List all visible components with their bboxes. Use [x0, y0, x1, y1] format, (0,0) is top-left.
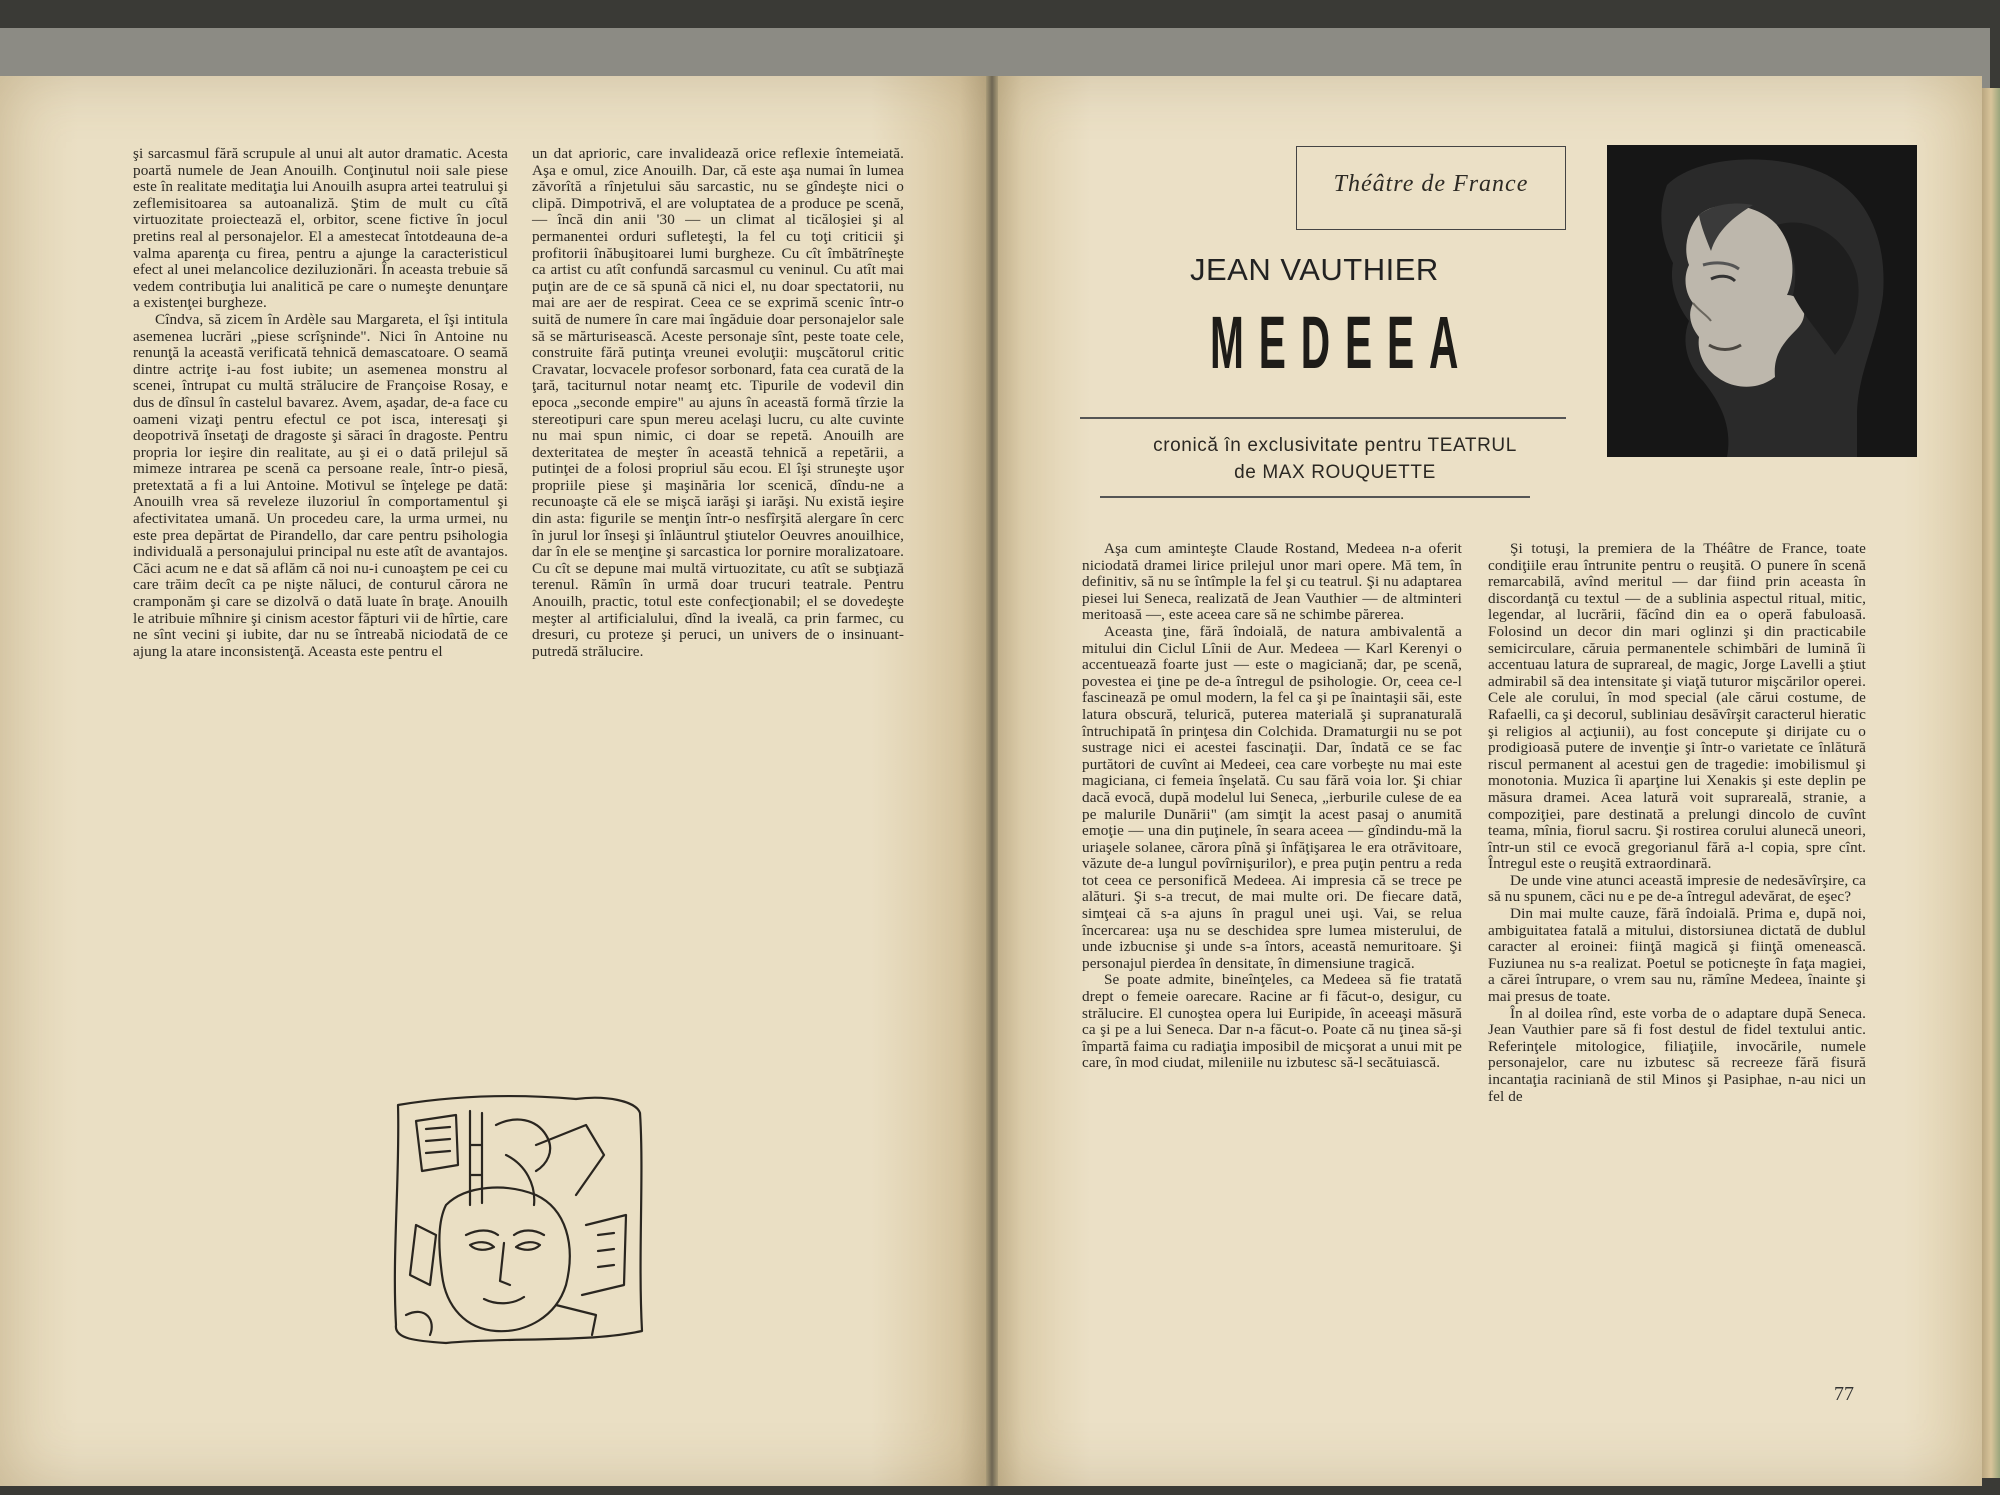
- author-name: JEAN VAUTHIER: [1190, 252, 1439, 287]
- paragraph: De unde vine atunci această impresie de nedesăvîrşire, ca să nu spunem, căci nu e pe de-a întregul adevărat, de eşec?: [1488, 871, 1866, 906]
- credits-line-1: cronică în exclusivitate pentru TEATRUL: [1153, 435, 1517, 456]
- right-column-2: [1488, 541, 1866, 1105]
- article-credits: [1085, 432, 1585, 486]
- paragraph: Aşa cum aminteşte Claude Rostand, Medeea n-a oferit niciodată dramei lirice prilejul unor mari opere. Mă tem, în definitiv, să nu se întîmple la fel şi cu teatrul. Şi nu adaptarea piesei lui Seneca, realizată de Jean Vauthier — de altminteri meritoasă —, este aceea care să ne schimbe părerea.: [1082, 540, 1462, 624]
- masthead-label: Théâtre de France: [1333, 171, 1529, 197]
- rule-bottom: [1100, 496, 1530, 498]
- paragraph: Se poate admite, bineînţeles, ca Medeea să fie tratată drept o femeie oarecare. Racine ar fi făcut-o, desigur, cu strălucire. El cunoştea opera lui Euripide, în aceeaşi măsură ca şi pe a lui Seneca. Dar n-a făcut-o. Poate că nu ţinea să-şi împartă faima cu radiaţia imposibil de micşorat a unui mit pe care, în mod ciudat, mileniile nu izbutesc să-l secătuiască.: [1082, 971, 1462, 1072]
- left-column-2: [532, 146, 904, 660]
- paragraph: Din mai multe cauze, fără îndoială. Prima e, după noi, ambiguitatea fatală a mitului, distorsiunea dictată de dublul caracter al eroinei: fiinţă magică şi fiinţă omenească. Fuziunea nu s-a realizat. Poetul se poticneşte în faţa magiei, a cărei întrupare, o vrem sau nu, rămîne Medeea, înainte şi mai presus de toate.: [1488, 905, 1866, 1006]
- paragraph: un dat aprioric, care invalidează orice reflexie întemeiată. Aşa e omul, zice Anouilh. Dar, că este aşa numai în lumea zăvorîtă a rînjetului său sarcastic, nu se gîndeşte nici o clipă. Dimpotrivă, el are voluptatea de a produce pe scenă, — încă din anii '30 — un climat al ticăloşiei şi al permanentei orduri sufleteşti, la fel cu toţi criticii şi profitorii înăbuşitoarei lumi burgheze. Cu cît îmbătrîneşte ca artist cu atît confundă sarcasmul cu veninul. Cu atît mai puţin are de ce să spună că nici el, nu doar spectatorii, nu mai are aer de respirat. Ceea ce se exprimă scenic într-o suită de numere în care mai îngăduie doar personajelor sale să se mărturisească. Aceste personaje sînt, peste toate cele, construite fără putinţa vreunei evoluţii: muşcătorul critic Cravatar, locvacele profesor sorbonard, fata cea curată de la ţară, taciturnul notar neamţ etc. Tipurile de vodevil din epoca „seconde empire" au ajuns în această formă tîrzie la stereotipuri care spun mereu acelaşi lucru, cu alte cuvinte nu mai spun nimic, ci doar se repetă. Anouilh are dexteritatea de meşter în această tehnică a repetării, a putinţei de a folosi propriul său ecou. El îşi struneşte uşor propriile piese şi maşinăria lor scenică, dîndu-ne a recunoaşte că ele se mişcă iarăşi şi iarăşi. Nu există ieşire din asta: figurile se menţin într-o nesfîrşită alergare în cerc în jurul lor înseşi şi înlăuntrul ştiutelor Oeuvres anouilhice, dar în ele se menţine şi sarcastica lor pornire moralizatoare. Cu cît se depune mai multă virtuozitate, cu atît se subţiază terenul. Rămîn în urmă doar trucuri teatrale. Pentru Anouilh, practic, totul este confecţionabil; el se dovedeşte meşter al artificialului, dînd la iveală, ca prin farmec, cu dresuri, cu proteze şi peruci, un univers de o insinuant-putredă strălucire.: [532, 145, 904, 660]
- paragraph: Aceasta ţine, fără îndoială, de natura ambivalentă a mitului din Ciclul Lînii de Aur. Medeea — Karl Kerenyi o accentuează foarte just — este o magiciană; dar, pe scenă, povestea ei ţine pe de-a întregul de psihologie. Or, ceea ce-l fascinează pe omul modern, la fel ca şi pe înaintaşii săi, este latura obscură, telurică, puterea materială şi supranaturală întruchipată în prinţesa din Colchida. Dramaturgii nu se pot sustrage nici ei acestei fascinaţii. Dar, îndată ce se fac purtători de cuvînt ai Medeei, cea care vorbeşte nu mai este magiciana, ci femeia înşelată. Cu sau fără voia lor. Şi chiar dacă evocă, după modelul lui Seneca, „ierburile culese de ea pe malurile Dunării" (am simţit la acest pasaj o anumită emoţie — una din puţinele, în seara aceea — gîndindu-mă la uriaşele solanee, cărora pînă şi înfăţişarea le era otrăvitoare, văzute de-a lungul povîrnişurilor), e prea puţin pentru a reda tot ceea ce personifică Medeea. Ai impresia că se trece pe alături. Şi s-a trecut, de mai multe ori. De fiecare dată, simţeai că s-a ajuns în pragul unei uşi. Vai, se relua încercarea: uşa nu se deschidea spre lumea misterului, de unde izbucnise şi unde s-a întors, această nemuritoare. Şi personajul pierdea în densitate, în dimensiune tragică.: [1082, 622, 1462, 972]
- book-gutter: [986, 76, 998, 1486]
- rule-top: [1080, 417, 1566, 419]
- article-title: MEDEEA: [1210, 301, 1474, 384]
- left-column-1: [133, 146, 508, 660]
- paragraph: şi sarcasmul fără scrupule al unui alt autor dramatic. Acesta poartă numele de Jean Anouilh. Conţinutul noii sale piese este în realitate meditaţia lui Anouilh asupra artei teatrului şi zeflemisitoarea sa autoanaliză. Ştim de mult cu cîtă virtuozitate proiectează el, orbitor, scene fictive în jocul pretins real al personajelor. El a amestecat întotdeauna de-a valma aparenţa cu firea, pentru a ajunge la caracteristicul efect al unei melancolice deziluzionări. În aceasta trebuie să vedem contribuţia lui analitică pe care o numeşte denunţare a existenţei burgheze.: [133, 145, 508, 312]
- page-number: 77: [1834, 1383, 1854, 1405]
- page-edge: [1982, 88, 2000, 1478]
- paragraph: Cîndva, să zicem în Ardèle sau Margareta, el îşi intitula asemenea lucrări „piese scrîşninde". Nici în Antoine nu renunţă la această verificată tehnică demascatoare. O seamă dintre actriţe i-au fost iubite; un asemenea monstru al scenei, întrupat cu multă strălucire de Françoise Rosay, e dus de dînsul în castelul bavarez. Avem, aşadar, de-a face cu oameni vizaţi pentru efectul ce pot isca, interesaţi şi deopotrivă însetaţi de dragoste şi săraci în dragoste. Pentru propria lor ieşire din realitate, au şi ei o dată prilejul să mimeze intrarea pe scenă ca persoane reale, într-o piesă, pretextată a fi a lui Antoine. Motivul se înţelege pe dată: Anouilh vrea să reveleze iluzoriul în comportamentul şi afectivitatea umană. Un procedeu care, la urma urmei, nu este prea depărtat de Pirandello, dar care pentru psihologia individuală a personajului principal nu este atît de avantajos. Căci acum ne e dat să aflăm că noi nu-i cunoaştem pe cei cu care trăim decît ca pe nişte năluci, de conturul cărora ne cramponăm şi care se dizolvă o dată luate în braţe. Anouilh le atribuie mîhnire şi cinism acestor făpturi vii de hîrtie, care ne sînt vecini şi iubite, dar nu se întreabă niciodată de ce ajung la atare inconsistenţă. Aceasta este pentru el: [133, 310, 508, 660]
- credits-line-2: de MAX ROUQUETTE: [1234, 462, 1436, 483]
- paragraph: În al doilea rînd, este vorba de o adaptare după Seneca. Jean Vauthier pare să fi fost destul de fidel textului antic. Referinţele mitologice, filiaţiile, invocările, numele personajelor, care nu izbutesc să recreeze fără fisură incantaţia racinianã de stil Minos şi Pasiphae, n-au nici un fel de: [1488, 1004, 1866, 1105]
- right-column-1: [1082, 541, 1462, 1072]
- paragraph: Şi totuşi, la premiera de la Théâtre de France, toate condiţiile erau întrunite pentru o reuşită. O punere în scenă remarcabilă, avînd meritul — dar fiind prin aceasta în discordanţă cu textul — de a sublinia aspectul ritual, mitic, legendar, al lucrării, făcînd din ea o operă fabuloasă. Folosind un decor din mari oglinzi şi din practicabile semicirculare, căruia permanentele schimbări de lumină îi accentuau latura de suprareal, de magic, Jorge Lavelli a ştiut admirabil să dea intensitate şi viaţă tuturor mişcărilor operei. Cele ale corului, în mod special (ale cărui costume, de Rafaelli, ca şi decorul, subliniau desăvîrşit caracterul hieratic şi religios al acţiunii), au fost concepute şi dirijate cu o prodigioasă putere de invenţie şi într-o varietate ce înlătură riscul permanent al acestui gen de tragedie: imobilismul şi monotonia. Muzica îi aparţine lui Xenakis şi este deplin pe măsura dramei. Acea latură voit suprareală, stranie, a compoziţiei, pare destinată a prelungi dincolo de cuvînt teama, mînia, fiorul sacru. Şi rostirea corului alunecă uneori, într-un stil ce evocă gregorianul fără a-l copia, spre cînt. Întregul este o reuşită extraordinară.: [1488, 540, 1866, 873]
- theatre-mask-drawing: [386, 1085, 650, 1351]
- section-masthead: [1296, 146, 1566, 230]
- author-portrait-photo: [1607, 145, 1917, 457]
